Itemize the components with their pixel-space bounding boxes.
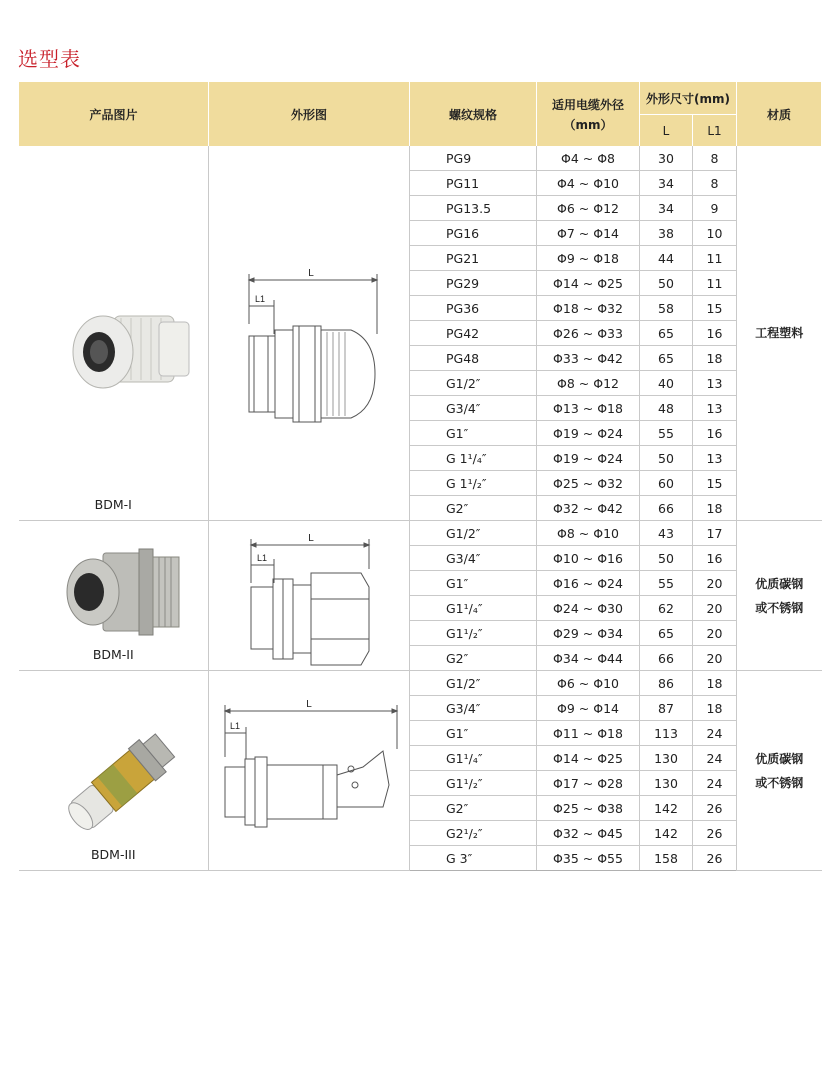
length-L-cell: 50: [640, 446, 693, 471]
outline-drawing-cell: [209, 671, 410, 871]
cable-diameter-cell: Φ8 ~ Φ10: [537, 521, 640, 546]
selection-table: [18, 82, 822, 871]
length-L-cell: 30: [640, 146, 693, 171]
cable-diameter-cell: Φ16 ~ Φ24: [537, 571, 640, 596]
length-L-cell: 58: [640, 296, 693, 321]
length-L1-cell: 17: [693, 521, 737, 546]
drawing-label-L1: L1: [256, 553, 268, 563]
cable-diameter-cell: Φ6 ~ Φ12: [537, 196, 640, 221]
thread-cell: G1″: [410, 571, 537, 596]
product-photo-cell: [19, 521, 209, 671]
thread-cell: G1¹/₂″: [410, 621, 537, 646]
product-photo-bdm-ii: [49, 535, 189, 645]
material-cell: [737, 146, 822, 521]
length-L1-cell: 20: [693, 596, 737, 621]
thread-cell: G1″: [410, 421, 537, 446]
thread-cell: PG9: [410, 146, 537, 171]
header-dims: 外形尺寸(mm): [640, 82, 737, 115]
thread-cell: G1/2″: [410, 371, 537, 396]
material-line-1: 优质碳钢: [755, 576, 804, 591]
length-L-cell: 55: [640, 421, 693, 446]
length-L1-cell: 11: [693, 271, 737, 296]
length-L1-cell: 26: [693, 846, 737, 871]
cable-diameter-cell: Φ24 ~ Φ30: [537, 596, 640, 621]
cable-diameter-cell: Φ25 ~ Φ38: [537, 796, 640, 821]
length-L1-cell: 26: [693, 796, 737, 821]
product-photo-bdm-iii: [49, 709, 189, 859]
length-L1-cell: 20: [693, 646, 737, 671]
table-row: [19, 521, 822, 546]
thread-cell: PG42: [410, 321, 537, 346]
length-L-cell: 50: [640, 546, 693, 571]
cable-diameter-cell: Φ33 ~ Φ42: [537, 346, 640, 371]
length-L1-cell: 9: [693, 196, 737, 221]
cable-diameter-cell: Φ19 ~ Φ24: [537, 446, 640, 471]
length-L1-cell: 11: [693, 246, 737, 271]
length-L-cell: 38: [640, 221, 693, 246]
cable-diameter-cell: Φ32 ~ Φ45: [537, 821, 640, 846]
model-name: BDM-II: [92, 647, 134, 662]
length-L-cell: 86: [640, 671, 693, 696]
material-cell: [737, 671, 822, 871]
length-L-cell: 34: [640, 171, 693, 196]
length-L1-cell: 13: [693, 446, 737, 471]
cable-diameter-cell: Φ8 ~ Φ12: [537, 371, 640, 396]
length-L1-cell: 8: [693, 171, 737, 196]
drawing-label-L1: L1: [229, 721, 241, 731]
thread-cell: G1¹/₄″: [410, 746, 537, 771]
thread-cell: PG36: [410, 296, 537, 321]
length-L-cell: 66: [640, 646, 693, 671]
cable-diameter-cell: Φ19 ~ Φ24: [537, 421, 640, 446]
thread-cell: PG29: [410, 271, 537, 296]
product-photo-cell: [19, 146, 209, 521]
length-L-cell: 142: [640, 821, 693, 846]
thread-cell: G1/2″: [410, 521, 537, 546]
length-L1-cell: 24: [693, 746, 737, 771]
drawing-label-L1: L1: [254, 294, 266, 304]
material-line-1: 工程塑料: [755, 326, 804, 340]
cable-diameter-cell: Φ29 ~ Φ34: [537, 621, 640, 646]
cable-diameter-cell: Φ34 ~ Φ44: [537, 646, 640, 671]
length-L-cell: 34: [640, 196, 693, 221]
thread-cell: G 1¹/₂″: [410, 471, 537, 496]
cable-diameter-cell: Φ6 ~ Φ10: [537, 671, 640, 696]
header-L: L: [640, 115, 693, 147]
length-L1-cell: 20: [693, 571, 737, 596]
thread-cell: G1¹/₄″: [410, 596, 537, 621]
length-L1-cell: 24: [693, 771, 737, 796]
cable-diameter-cell: Φ25 ~ Φ32: [537, 471, 640, 496]
length-L-cell: 60: [640, 471, 693, 496]
length-L-cell: 62: [640, 596, 693, 621]
length-L1-cell: 15: [693, 296, 737, 321]
length-L1-cell: 26: [693, 821, 737, 846]
length-L1-cell: 18: [693, 696, 737, 721]
length-L1-cell: 15: [693, 471, 737, 496]
header-outline: 外形图: [209, 82, 410, 146]
length-L-cell: 55: [640, 571, 693, 596]
length-L-cell: 44: [640, 246, 693, 271]
length-L1-cell: 18: [693, 346, 737, 371]
length-L1-cell: 13: [693, 396, 737, 421]
thread-cell: PG11: [410, 171, 537, 196]
outline-drawing-bdm-ii: [229, 529, 399, 679]
product-photo-cell: [19, 671, 209, 871]
drawing-label-L: L: [308, 268, 314, 279]
thread-cell: G2¹/₂″: [410, 821, 537, 846]
length-L1-cell: 16: [693, 321, 737, 346]
thread-cell: G3/4″: [410, 696, 537, 721]
drawing-label-L: L: [306, 699, 312, 710]
length-L1-cell: 16: [693, 421, 737, 446]
length-L-cell: 40: [640, 371, 693, 396]
length-L1-cell: 18: [693, 671, 737, 696]
length-L1-cell: 20: [693, 621, 737, 646]
cable-diameter-cell: Φ9 ~ Φ14: [537, 696, 640, 721]
product-photo-bdm-i: [59, 296, 199, 406]
thread-cell: G1″: [410, 721, 537, 746]
cable-diameter-cell: Φ9 ~ Φ18: [537, 246, 640, 271]
outline-drawing-cell: [209, 521, 410, 671]
thread-cell: G2″: [410, 496, 537, 521]
cable-diameter-cell: Φ14 ~ Φ25: [537, 271, 640, 296]
header-thread: 螺纹规格: [410, 82, 537, 146]
thread-cell: G3/4″: [410, 396, 537, 421]
thread-cell: G2″: [410, 796, 537, 821]
material-line-2: 或不锈钢: [755, 775, 804, 790]
thread-cell: G 3″: [410, 846, 537, 871]
length-L1-cell: 13: [693, 371, 737, 396]
length-L-cell: 130: [640, 771, 693, 796]
drawing-label-L: L: [308, 533, 314, 544]
cable-diameter-cell: Φ4 ~ Φ10: [537, 171, 640, 196]
thread-cell: PG21: [410, 246, 537, 271]
header-cable-unit: （mm）: [563, 117, 613, 132]
cable-diameter-cell: Φ7 ~ Φ14: [537, 221, 640, 246]
table-row: [19, 671, 822, 696]
model-name: BDM-III: [90, 847, 136, 862]
outline-drawing-bdm-i: [227, 264, 397, 444]
thread-cell: G3/4″: [410, 546, 537, 571]
length-L-cell: 87: [640, 696, 693, 721]
material-line-2: 或不锈钢: [755, 600, 804, 615]
cable-diameter-cell: Φ18 ~ Φ32: [537, 296, 640, 321]
header-photo: 产品图片: [19, 82, 209, 146]
cable-diameter-cell: Φ11 ~ Φ18: [537, 721, 640, 746]
length-L1-cell: 8: [693, 146, 737, 171]
length-L1-cell: 16: [693, 546, 737, 571]
length-L-cell: 65: [640, 621, 693, 646]
thread-cell: PG13.5: [410, 196, 537, 221]
material-line-1: 优质碳钢: [755, 751, 804, 766]
header-material: 材质: [737, 82, 822, 146]
thread-cell: G 1¹/₄″: [410, 446, 537, 471]
cable-diameter-cell: Φ35 ~ Φ55: [537, 846, 640, 871]
thread-cell: G2″: [410, 646, 537, 671]
thread-cell: PG16: [410, 221, 537, 246]
length-L-cell: 48: [640, 396, 693, 421]
length-L1-cell: 18: [693, 496, 737, 521]
thread-cell: G1/2″: [410, 671, 537, 696]
cable-diameter-cell: Φ4 ~ Φ8: [537, 146, 640, 171]
outline-drawing-cell: [209, 146, 410, 521]
header-cable: [537, 82, 640, 146]
length-L1-cell: 24: [693, 721, 737, 746]
header-cable-label: 适用电缆外径: [551, 97, 624, 112]
length-L-cell: 142: [640, 796, 693, 821]
length-L-cell: 130: [640, 746, 693, 771]
cable-diameter-cell: Φ26 ~ Φ33: [537, 321, 640, 346]
material-cell: [737, 521, 822, 671]
length-L-cell: 50: [640, 271, 693, 296]
thread-cell: PG48: [410, 346, 537, 371]
length-L-cell: 65: [640, 321, 693, 346]
cable-diameter-cell: Φ14 ~ Φ25: [537, 746, 640, 771]
length-L-cell: 43: [640, 521, 693, 546]
length-L-cell: 113: [640, 721, 693, 746]
cable-diameter-cell: Φ17 ~ Φ28: [537, 771, 640, 796]
cable-diameter-cell: Φ32 ~ Φ42: [537, 496, 640, 521]
cable-diameter-cell: Φ13 ~ Φ18: [537, 396, 640, 421]
length-L-cell: 65: [640, 346, 693, 371]
header-L1: L1: [693, 115, 737, 147]
length-L1-cell: 10: [693, 221, 737, 246]
length-L-cell: 158: [640, 846, 693, 871]
outline-drawing-bdm-iii: [213, 689, 408, 849]
thread-cell: G1¹/₂″: [410, 771, 537, 796]
length-L-cell: 66: [640, 496, 693, 521]
model-name: BDM-I: [94, 497, 132, 512]
table-row: [19, 146, 822, 171]
page-title: 选型表: [18, 47, 81, 71]
cable-diameter-cell: Φ10 ~ Φ16: [537, 546, 640, 571]
